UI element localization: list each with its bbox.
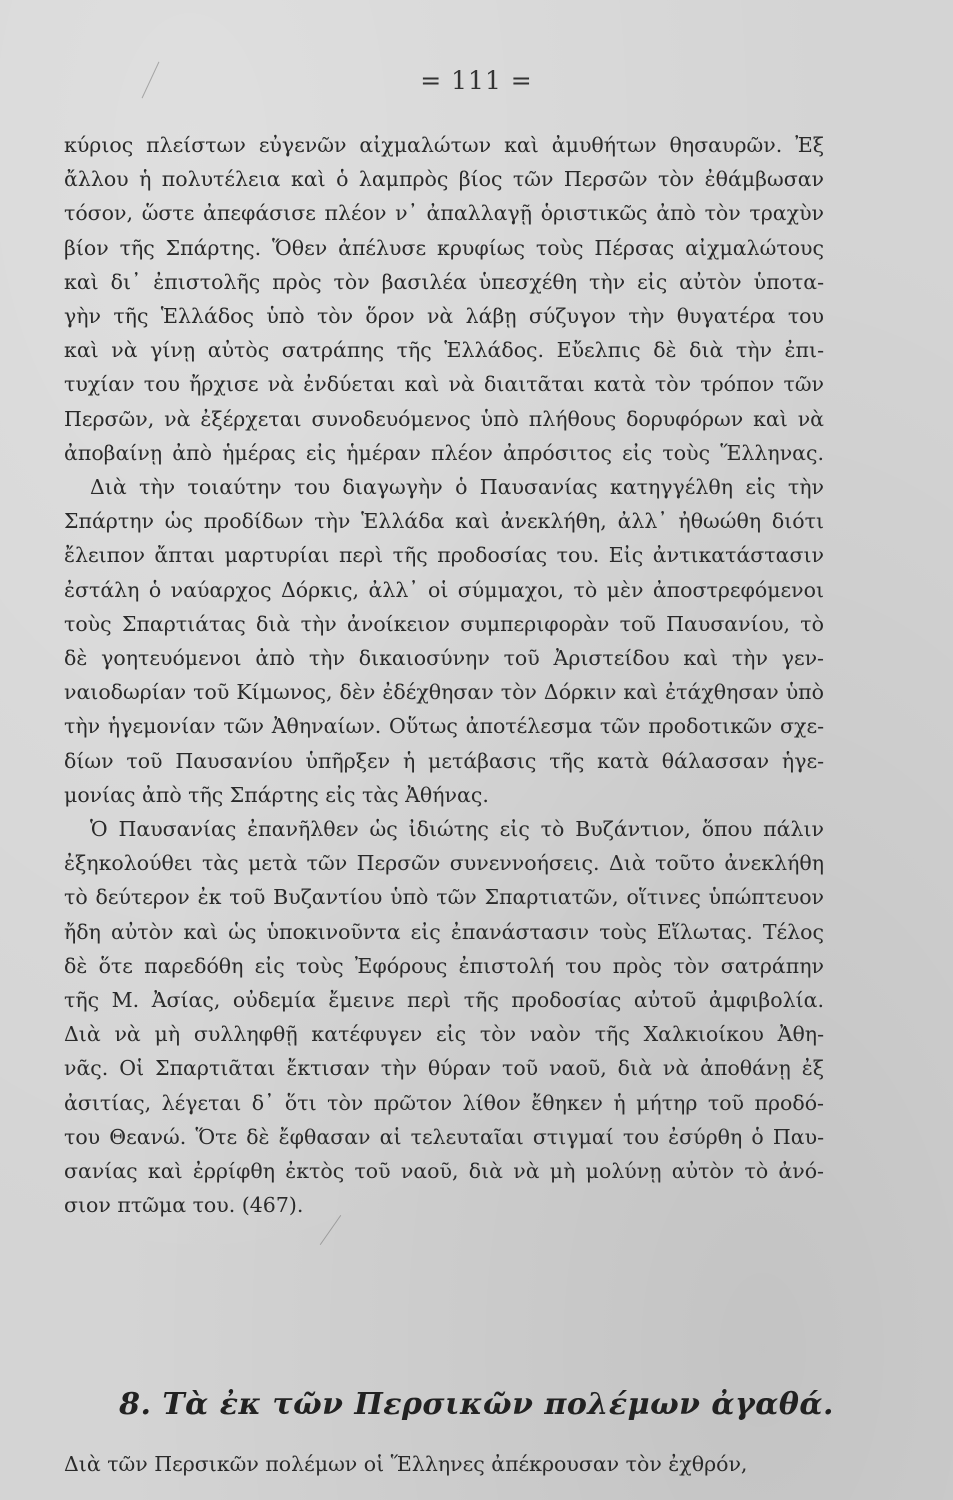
paragraph-start-line: Ὁ Παυσανίας ἐπανῆλθεν ὡς ἰδιώτης εἰς τὸ Βυζάντιον, ὅπου πάλιν <box>90 817 824 842</box>
text-line: τυχίαν του ἤρχισε νὰ ἐνδύεται καὶ νὰ διαιτᾶται κατὰ τὸν τρόπον τῶν <box>64 372 824 397</box>
text-line: τὸ δεύτερον ἐκ τοῦ Βυζαντίου ὑπὸ τῶν Σπαρτιατῶν, οἵτινες ὑπώπτευον <box>64 885 824 910</box>
text-line: σιον πτῶμα του. (467). <box>64 1193 304 1218</box>
text-line: τὴν ἡγεμονίαν τῶν Ἀθηναίων. Οὕτως ἀποτέλεσμα τῶν προδοτικῶν σχε- <box>64 714 824 739</box>
paragraph-start-line: Διὰ τὴν τοιαύτην του διαγωγὴν ὁ Παυσανίας κατηγγέλθη εἰς τὴν <box>90 475 824 500</box>
text-line: Διὰ νὰ μὴ συλληφθῇ κατέφυγεν εἰς τὸν ναὸν τῆς Χαλκιοίκου Ἀθη- <box>64 1022 824 1047</box>
text-line: ἔλειπον ἄπται μαρτυρίαι περὶ τῆς προδοσίας του. Εἰς ἀντικατάστασιν <box>64 543 824 568</box>
text-line: ἀποβαίνῃ ἀπὸ ἡμέρας εἰς ἡμέραν πλέον ἀπρόσιτος εἰς τοὺς Ἕλληνας. <box>64 440 824 465</box>
text-line: γὴν τῆς Ἑλλάδος ὑπὸ τὸν ὅρον νὰ λάβῃ σύζυγον τὴν θυγατέρα του <box>64 304 824 329</box>
text-line: τοὺς Σπαρτιάτας διὰ τὴν ἀνοίκειον συμπεριφορὰν τοῦ Παυσανίου, τὸ <box>64 611 824 636</box>
text-line: Περσῶν, νὰ ἐξέρχεται συνοδευόμενος ὑπὸ πλήθους δορυφόρων καὶ νὰ <box>64 406 824 431</box>
text-line: Σπάρτην ὡς προδίδων τὴν Ἑλλάδα καὶ ἀνεκλήθη, ἀλλ᾽ ἠθωώθη διότι <box>64 509 824 534</box>
text-line: τόσον, ὥστε ἀπεφάσισε πλέον ν᾽ ἀπαλλαγῇ ὁριστικῶς ἀπὸ τὸν τραχὺν <box>64 201 824 226</box>
text-line: καὶ δι᾽ ἐπιστολῆς πρὸς τὸν βασιλέα ὑπεσχέθη τὴν εἰς αὐτὸν ὑποτα- <box>64 269 824 294</box>
text-line: βίον τῆς Σπάρτης. Ὅθεν ἀπέλυσε κρυφίως τοὺς Πέρσας αἰχμαλώτους <box>64 235 824 260</box>
body-text <box>64 128 824 1223</box>
text-line: δὲ γοητευόμενοι ἀπὸ τὴν δικαιοσύνην τοῦ Ἀριστείδου καὶ τὴν γεν- <box>64 646 824 671</box>
text-line: καὶ νὰ γίνῃ αὐτὸς σατράπης τῆς Ἑλλάδος. Εὔελπις δὲ διὰ τὴν ἐπι- <box>64 338 824 363</box>
text-line: δὲ ὅτε παρεδόθη εἰς τοὺς Ἐφόρους ἐπιστολή του πρὸς τὸν σατράπην <box>64 953 824 978</box>
text-line: ἐξηκολούθει τὰς μετὰ τῶν Περσῶν συνεννοήσεις. Διὰ τοῦτο ἀνεκλήθη <box>64 851 824 876</box>
text-line: τῆς Μ. Ἀσίας, οὐδεμία ἔμεινε περὶ τῆς προδοσίας αὐτοῦ ἀμφιβολία. <box>64 988 824 1013</box>
text-line: ἀσιτίας, λέγεται δ᾽ ὅτι τὸν πρῶτον λίθον ἔθηκεν ἡ μήτηρ τοῦ προδό- <box>64 1090 824 1115</box>
section-first-line: Διὰ τῶν Περσικῶν πολέμων οἱ Ἕλληνες ἀπέκρουσαν τὸν ἐχθρόν, <box>64 1452 748 1476</box>
text-line: νᾶς. Οἱ Σπαρτιᾶται ἔκτισαν τὴν θύραν τοῦ ναοῦ, διὰ νὰ ἀποθάνῃ ἐξ <box>64 1056 824 1081</box>
text-line: ἐστάλη ὁ ναύαρχος Δόρκις, ἀλλ᾽ οἱ σύμμαχοι, τὸ μὲν ἀποστρεφόμενοι <box>64 577 824 602</box>
text-line: δίων τοῦ Παυσανίου ὑπῆρξεν ἡ μετάβασις τῆς κατὰ θάλασσαν ἡγε- <box>64 748 824 773</box>
text-line: κύριος πλείστων εὐγενῶν αἰχμαλώτων καὶ ἀμυθήτων θησαυρῶν. Ἐξ <box>64 133 824 157</box>
text-line: ἄλλου ἡ πολυτέλεια καὶ ὁ λαμπρὸς βίος τῶν Περσῶν τὸν ἐθάμβωσαν <box>64 167 824 192</box>
text-line: μονίας ἀπὸ τῆς Σπάρτης εἰς τὰς Ἀθήνας. <box>64 782 489 807</box>
text-line: ἤδη αὐτὸν καὶ ὡς ὑποκινοῦντα εἰς ἐπανάστασιν τοὺς Εἵλωτας. Τέλος <box>64 919 824 944</box>
page-number: = 111 = <box>420 66 533 95</box>
text-line: ναιοδωρίαν τοῦ Κίμωνος, δὲν ἐδέχθησαν τὸν Δόρκιν καὶ ἐτάχθησαν ὑπὸ <box>64 680 824 705</box>
section-heading: 8. Τὰ ἐκ τῶν Περσικῶν πολέμων ἀγαθά. <box>119 1387 834 1422</box>
text-line: σανίας καὶ ἐρρίφθη ἐκτὸς τοῦ ναοῦ, διὰ νὰ μὴ μολύνῃ αὐτὸν τὸ ἀνό- <box>64 1159 824 1184</box>
text-line: του Θεανώ. Ὅτε δὲ ἔφθασαν αἱ τελευταῖαι στιγμαί του ἐσύρθη ὁ Παυ- <box>64 1124 824 1149</box>
